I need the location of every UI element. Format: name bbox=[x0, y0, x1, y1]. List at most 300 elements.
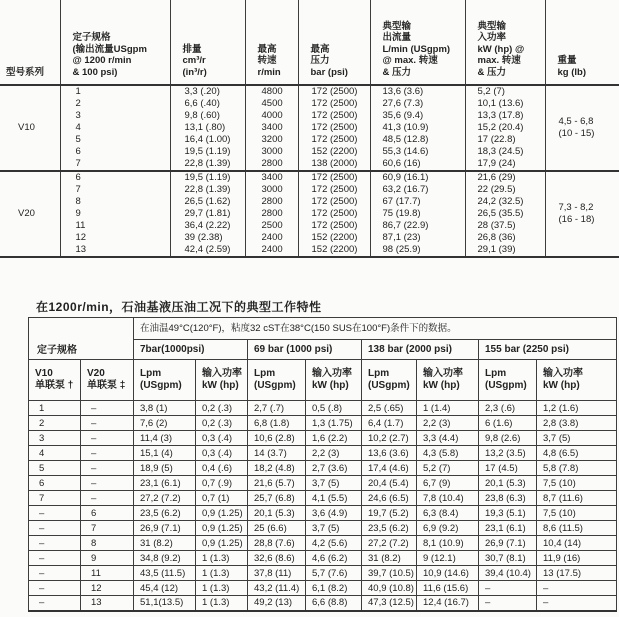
spec-cell: 3000 bbox=[245, 184, 298, 196]
spec-cell: 19,5 (1.19) bbox=[170, 171, 245, 184]
spec-cell: 2400 bbox=[245, 232, 298, 244]
spec-cell: 1 bbox=[60, 85, 170, 98]
performance-cell: 23,5 (6.2) bbox=[362, 521, 417, 536]
performance-cell: 2,5 (.65) bbox=[362, 401, 417, 416]
spec-cell: 7 bbox=[60, 158, 170, 171]
spec-cell: 8 bbox=[60, 196, 170, 208]
v10-size-cell: – bbox=[29, 596, 81, 611]
performance-cell: 8,7 (11.6) bbox=[537, 491, 617, 506]
header-line: V20 bbox=[87, 368, 105, 379]
spec-cell: 22,8 (1.39) bbox=[170, 184, 245, 196]
performance-cell: 1 (1.3) bbox=[196, 581, 248, 596]
performance-cell: 1,3 (1.75) bbox=[306, 416, 362, 431]
performance-cell: 4,8 (6.5) bbox=[537, 446, 617, 461]
performance-cell: 18,9 (5) bbox=[134, 461, 196, 476]
v20-size-cell: – bbox=[81, 401, 134, 416]
table-row bbox=[29, 551, 617, 566]
spec-table-header-row bbox=[0, 0, 619, 85]
table-row bbox=[0, 158, 619, 171]
performance-cell: 10,2 (2.7) bbox=[362, 431, 417, 446]
header-line: kW (hp) @ bbox=[477, 43, 525, 55]
table-row bbox=[0, 184, 619, 196]
header-line: (USgpm) bbox=[368, 380, 410, 391]
spec-cell: 172 (2500) bbox=[298, 110, 370, 122]
performance-cell: 37,8 (11) bbox=[248, 566, 306, 581]
performance-cell: 7,8 (10.4) bbox=[417, 491, 479, 506]
performance-cell: 8,1 (10.9) bbox=[417, 536, 479, 551]
performance-cell: 11,4 (3) bbox=[134, 431, 196, 446]
header-line: bar (psi) bbox=[310, 66, 348, 78]
table-row bbox=[29, 491, 617, 506]
performance-cell: 17 (4.5) bbox=[479, 461, 537, 476]
spec-cell: 87,1 (23) bbox=[370, 232, 465, 244]
spec-cell: 11 bbox=[60, 220, 170, 232]
spec-cell: 60,6 (16) bbox=[370, 158, 465, 171]
pressure-group-header: 7bar(1000psi) bbox=[134, 340, 248, 360]
spec-cell: 2800 bbox=[245, 208, 298, 220]
performance-cell: 18,2 (4.8) bbox=[248, 461, 306, 476]
performance-cell: 51,1(13.5) bbox=[134, 596, 196, 611]
spec-cell: 3 bbox=[60, 110, 170, 122]
v10-size-cell: – bbox=[29, 506, 81, 521]
subheader-row bbox=[29, 360, 617, 401]
table-row bbox=[29, 596, 617, 611]
performance-cell: 39,4 (10.4) bbox=[479, 566, 537, 581]
performance-cell: 6 (1.6) bbox=[479, 416, 537, 431]
performance-cell: 43,2 (11.4) bbox=[248, 581, 306, 596]
spec-cell: 29,1 (39) bbox=[465, 244, 545, 257]
spec-cell: 42,4 (2.59) bbox=[170, 244, 245, 257]
header-line: 输入功率 bbox=[423, 368, 463, 379]
performance-cell: 10,4 (14) bbox=[537, 536, 617, 551]
spec-cell: 4 bbox=[60, 122, 170, 134]
performance-cell: 3,7 (5) bbox=[306, 521, 362, 536]
spec-cell: 60,9 (16.1) bbox=[370, 171, 465, 184]
spec-cell: 4000 bbox=[245, 110, 298, 122]
v10-size-cell: 3 bbox=[29, 431, 81, 446]
performance-cell: 19,3 (5.1) bbox=[479, 506, 537, 521]
performance-cell: 6,3 (8.4) bbox=[417, 506, 479, 521]
v20-size-cell: 13 bbox=[81, 596, 134, 611]
spec-cell: 2800 bbox=[245, 196, 298, 208]
v20-size-cell: 7 bbox=[81, 521, 134, 536]
test-conditions-note: 在油温49°C(120°F)，粘度32 cST在38°C(150 SUS在100°F)条件下的数据。 bbox=[134, 318, 617, 340]
table-row bbox=[0, 196, 619, 208]
spec-cell: 172 (2500) bbox=[298, 220, 370, 232]
header-line: r/min bbox=[257, 66, 281, 78]
performance-cell: 5,7 (7.6) bbox=[306, 566, 362, 581]
performance-cell: 4,2 (5.6) bbox=[306, 536, 362, 551]
performance-cell: 7,5 (10) bbox=[537, 476, 617, 491]
spec-cell: 55,3 (14.6) bbox=[370, 146, 465, 158]
spec-cell: 4800 bbox=[245, 85, 298, 98]
model-series-cell: V20 bbox=[0, 171, 60, 257]
performance-cell: 43,5 (11.5) bbox=[134, 566, 196, 581]
spec-cell: 6,6 (.40) bbox=[170, 98, 245, 110]
performance-cell: 10,6 (2.8) bbox=[248, 431, 306, 446]
spec-cell: 26,5 (35.5) bbox=[465, 208, 545, 220]
spec-cell: 172 (2500) bbox=[298, 98, 370, 110]
v10-size-cell: 6 bbox=[29, 476, 81, 491]
lpm-column-header bbox=[362, 360, 417, 401]
v10-size-cell: – bbox=[29, 551, 81, 566]
spec-cell: 13,3 (17.8) bbox=[465, 110, 545, 122]
header-line: 单联泵 † bbox=[35, 380, 74, 391]
performance-cell: 12,4 (16.7) bbox=[417, 596, 479, 611]
performance-cell: 39,7 (10.5) bbox=[362, 566, 417, 581]
performance-cell: 3,7 (5) bbox=[537, 431, 617, 446]
performance-cell: 2,7 (.7) bbox=[248, 401, 306, 416]
v10-size-cell: – bbox=[29, 581, 81, 596]
performance-cell: 1 (1.4) bbox=[417, 401, 479, 416]
weight-cell bbox=[545, 171, 619, 257]
performance-cell: 14 (3.7) bbox=[248, 446, 306, 461]
spec-cell: 36,4 (2.22) bbox=[170, 220, 245, 232]
header-line: Lpm bbox=[254, 368, 276, 379]
performance-cell: 40,9 (10.8) bbox=[362, 581, 417, 596]
conditions-row bbox=[29, 318, 617, 340]
spec-cell: 28 (37.5) bbox=[465, 220, 545, 232]
spec-cell: 13,6 (3.6) bbox=[370, 85, 465, 98]
pressure-group-header: 69 bar (1000 psi) bbox=[248, 340, 362, 360]
table-row bbox=[29, 506, 617, 521]
performance-cell: 2,7 (3.6) bbox=[306, 461, 362, 476]
v20-size-cell: – bbox=[81, 446, 134, 461]
performance-cell: 10,9 (14.6) bbox=[417, 566, 479, 581]
spec-cell: 16,4 (1.00) bbox=[170, 134, 245, 146]
spec-cell: 86,7 (22.9) bbox=[370, 220, 465, 232]
performance-cell: 1 (1.3) bbox=[196, 566, 248, 581]
header-line: 定子规格 bbox=[72, 32, 111, 43]
v10-size-cell: 2 bbox=[29, 416, 81, 431]
performance-cell: 47,3 (12.5) bbox=[362, 596, 417, 611]
v10-size-cell: – bbox=[29, 521, 81, 536]
performance-cell: 27,2 (7.2) bbox=[362, 536, 417, 551]
performance-cell: 3,7 (5) bbox=[306, 476, 362, 491]
spec-cell: 19,5 (1.19) bbox=[170, 146, 245, 158]
performance-cell: 11,6 (15.6) bbox=[417, 581, 479, 596]
v10-column-header bbox=[29, 360, 81, 401]
header-line: 最高 bbox=[310, 43, 330, 55]
input-power-column-header bbox=[196, 360, 248, 401]
input-power-column-header bbox=[537, 360, 617, 401]
performance-cell: 0,7 (.9) bbox=[196, 476, 248, 491]
spec-cell: 98 (25.9) bbox=[370, 244, 465, 257]
performance-cell: 20,1 (5.3) bbox=[479, 476, 537, 491]
header-line: @ 1200 r/min bbox=[72, 55, 132, 66]
table-row bbox=[29, 431, 617, 446]
header-line: 输入功率 bbox=[202, 368, 242, 379]
header-line: kW (hp) bbox=[543, 380, 580, 391]
performance-cell: 5,2 (7) bbox=[417, 461, 479, 476]
header-line: V10 bbox=[35, 368, 53, 379]
performance-cell: – bbox=[479, 596, 537, 611]
header-line: 出流量 bbox=[382, 32, 412, 43]
performance-cell: 27,2 (7.2) bbox=[134, 491, 196, 506]
performance-cell: 34,8 (9.2) bbox=[134, 551, 196, 566]
table-row bbox=[0, 98, 619, 110]
pressure-group-header: 138 bar (2000 psi) bbox=[362, 340, 479, 360]
spec-cell: 172 (2500) bbox=[298, 171, 370, 184]
performance-cell: 0,9 (1.25) bbox=[196, 506, 248, 521]
spec-cell: 172 (2500) bbox=[298, 85, 370, 98]
header-displacement bbox=[170, 0, 245, 85]
header-line: 转速 bbox=[257, 55, 277, 66]
header-line: Lpm bbox=[485, 368, 507, 379]
header-power bbox=[465, 0, 545, 85]
performance-cell: 9,8 (2.6) bbox=[479, 431, 537, 446]
performance-cell: 23,5 (6.2) bbox=[134, 506, 196, 521]
performance-cell: 0,3 (.4) bbox=[196, 446, 248, 461]
table-row bbox=[29, 536, 617, 551]
performance-table-title: 在1200r/min，石油基液压油工况下的典型工作特性 bbox=[36, 300, 322, 314]
spec-cell: 10,1 (13.6) bbox=[465, 98, 545, 110]
v20-size-cell: – bbox=[81, 431, 134, 446]
spec-cell: 138 (2000) bbox=[298, 158, 370, 171]
spec-cell: 2500 bbox=[245, 220, 298, 232]
spec-cell: 3400 bbox=[245, 122, 298, 134]
performance-cell: 6,1 (8.2) bbox=[306, 581, 362, 596]
spec-cell: 41,3 (10.9) bbox=[370, 122, 465, 134]
weight-cell bbox=[545, 85, 619, 171]
spec-cell: 26,8 (36) bbox=[465, 232, 545, 244]
spec-cell: 13,1 (.80) bbox=[170, 122, 245, 134]
spec-cell: 3400 bbox=[245, 171, 298, 184]
spec-cell: 67 (17.7) bbox=[370, 196, 465, 208]
input-power-column-header bbox=[306, 360, 362, 401]
spec-cell: 17 (22.8) bbox=[465, 134, 545, 146]
performance-cell: 49,2 (13) bbox=[248, 596, 306, 611]
table-row bbox=[0, 208, 619, 220]
table-row bbox=[0, 232, 619, 244]
spec-cell: 39 (2.38) bbox=[170, 232, 245, 244]
performance-cell: 7,6 (2) bbox=[134, 416, 196, 431]
header-line: (USgpm) bbox=[254, 380, 296, 391]
performance-cell: 2,2 (3) bbox=[417, 416, 479, 431]
table-row bbox=[29, 476, 617, 491]
v10-size-cell: 7 bbox=[29, 491, 81, 506]
header-line: kW (hp) bbox=[423, 380, 460, 391]
table-row bbox=[29, 461, 617, 476]
spec-cell: 63,2 (16.7) bbox=[370, 184, 465, 196]
header-line: 单联泵 ‡ bbox=[87, 380, 126, 391]
performance-cell: 23,8 (6.3) bbox=[479, 491, 537, 506]
header-flow bbox=[370, 0, 465, 85]
table-row bbox=[0, 85, 619, 98]
v10-size-cell: – bbox=[29, 566, 81, 581]
v10-size-cell: 5 bbox=[29, 461, 81, 476]
performance-cell: 31 (8.2) bbox=[134, 536, 196, 551]
table-row bbox=[0, 122, 619, 134]
weight-line: (10 - 15) bbox=[558, 128, 595, 139]
header-line: cm³/r bbox=[182, 55, 206, 66]
performance-cell: 0,9 (1.25) bbox=[196, 536, 248, 551]
spec-cell: 3000 bbox=[245, 146, 298, 158]
spec-cell: 7 bbox=[60, 184, 170, 196]
spec-cell: 75 (19.8) bbox=[370, 208, 465, 220]
spec-cell: 5 bbox=[60, 134, 170, 146]
performance-cell: 25,7 (6.8) bbox=[248, 491, 306, 506]
performance-cell: 2,8 (3.8) bbox=[537, 416, 617, 431]
spec-cell: 3,3 (.20) bbox=[170, 85, 245, 98]
performance-cell: 2,3 (.6) bbox=[479, 401, 537, 416]
header-line: Lpm bbox=[368, 368, 390, 379]
performance-cell: 3,6 (4.9) bbox=[306, 506, 362, 521]
spec-cell: 9 bbox=[60, 208, 170, 220]
spec-cell: 26,5 (1.62) bbox=[170, 196, 245, 208]
spec-cell: 6 bbox=[60, 171, 170, 184]
pressure-group-header: 155 bar (2250 psi) bbox=[479, 340, 617, 360]
v20-size-cell: 9 bbox=[81, 551, 134, 566]
performance-cell: 1,2 (1.6) bbox=[537, 401, 617, 416]
spec-cell: 22 (29.5) bbox=[465, 184, 545, 196]
performance-cell: 25 (6.6) bbox=[248, 521, 306, 536]
header-line: 型号系列 bbox=[6, 66, 45, 78]
performance-cell: – bbox=[537, 581, 617, 596]
header-line: 压力 bbox=[310, 55, 330, 66]
header-line: 最高 bbox=[257, 43, 277, 55]
performance-cell: 1 (1.3) bbox=[196, 596, 248, 611]
header-pressure bbox=[298, 0, 370, 85]
header-line: kW (hp) bbox=[312, 380, 349, 391]
table-row bbox=[29, 401, 617, 416]
weight-line: (16 - 18) bbox=[558, 214, 595, 225]
v10-size-cell: – bbox=[29, 536, 81, 551]
spec-cell: 35,6 (9.4) bbox=[370, 110, 465, 122]
pump-spec-table bbox=[0, 0, 619, 258]
performance-cell: 5,8 (7.8) bbox=[537, 461, 617, 476]
spec-cell: 172 (2500) bbox=[298, 208, 370, 220]
header-line: 排量 bbox=[182, 43, 202, 55]
v20-size-cell: 11 bbox=[81, 566, 134, 581]
spec-cell: 48,5 (12.8) bbox=[370, 134, 465, 146]
performance-cell: 6,9 (9.2) bbox=[417, 521, 479, 536]
header-line: @ max. 转速 bbox=[382, 55, 438, 66]
spec-cell: 17,9 (24) bbox=[465, 158, 545, 171]
performance-cell: 8,6 (11.5) bbox=[537, 521, 617, 536]
performance-cell: – bbox=[479, 581, 537, 596]
v20-size-cell: 6 bbox=[81, 506, 134, 521]
performance-cell: 6,6 (8.8) bbox=[306, 596, 362, 611]
v10-size-cell: 4 bbox=[29, 446, 81, 461]
header-line: & 100 psi) bbox=[72, 66, 118, 78]
performance-cell: 7,5 (10) bbox=[537, 506, 617, 521]
spec-cell: 21,6 (29) bbox=[465, 171, 545, 184]
performance-cell: – bbox=[537, 596, 617, 611]
performance-cell: 0,9 (1.25) bbox=[196, 521, 248, 536]
performance-cell: 23,1 (6.1) bbox=[134, 476, 196, 491]
performance-cell: 28,8 (7.6) bbox=[248, 536, 306, 551]
header-line: (USgpm) bbox=[140, 380, 182, 391]
v20-size-cell: – bbox=[81, 491, 134, 506]
spec-cell: 15,2 (20.4) bbox=[465, 122, 545, 134]
table-row bbox=[0, 244, 619, 257]
spec-cell: 2400 bbox=[245, 244, 298, 257]
performance-cell: 26,9 (7.1) bbox=[479, 536, 537, 551]
performance-cell: 3,8 (1) bbox=[134, 401, 196, 416]
spec-cell: 27,6 (7.3) bbox=[370, 98, 465, 110]
spec-cell: 9,8 (.60) bbox=[170, 110, 245, 122]
performance-cell: 0,5 (.8) bbox=[306, 401, 362, 416]
performance-cell: 13 (17.5) bbox=[537, 566, 617, 581]
spec-cell: 29,7 (1.81) bbox=[170, 208, 245, 220]
spec-cell: 4500 bbox=[245, 98, 298, 110]
header-line: & 压力 bbox=[477, 66, 507, 78]
performance-cell: 4,3 (5.8) bbox=[417, 446, 479, 461]
spec-cell: 6 bbox=[60, 146, 170, 158]
spec-cell: 172 (2500) bbox=[298, 122, 370, 134]
spec-cell: 172 (2500) bbox=[298, 196, 370, 208]
header-line: (USgpm) bbox=[485, 380, 527, 391]
performance-table bbox=[28, 317, 617, 612]
weight-line: 4,5 - 6,8 bbox=[558, 116, 594, 127]
header-line: (输出流量USgpm bbox=[72, 43, 147, 55]
performance-cell: 6,4 (1.7) bbox=[362, 416, 417, 431]
performance-cell: 9 (12.1) bbox=[417, 551, 479, 566]
header-model bbox=[0, 0, 60, 85]
table-row bbox=[29, 446, 617, 461]
performance-cell: 1,6 (2.2) bbox=[306, 431, 362, 446]
performance-cell: 11,9 (16) bbox=[537, 551, 617, 566]
spec-cell: 152 (2200) bbox=[298, 146, 370, 158]
spec-cell: 172 (2500) bbox=[298, 184, 370, 196]
performance-cell: 32,6 (8.6) bbox=[248, 551, 306, 566]
header-line: 入功率 bbox=[477, 32, 507, 43]
header-line: Lpm bbox=[140, 368, 162, 379]
header-line: kW (hp) bbox=[202, 380, 239, 391]
table-row bbox=[0, 146, 619, 158]
performance-cell: 17,4 (4.6) bbox=[362, 461, 417, 476]
performance-cell: 6,8 (1.8) bbox=[248, 416, 306, 431]
performance-cell: 4,1 (5.5) bbox=[306, 491, 362, 506]
model-series-cell: V10 bbox=[0, 85, 60, 171]
table-row bbox=[0, 171, 619, 184]
header-weight bbox=[545, 0, 619, 85]
performance-cell: 0,7 (1) bbox=[196, 491, 248, 506]
table-row bbox=[29, 566, 617, 581]
v20-column-header bbox=[81, 360, 134, 401]
spec-cell: 172 (2500) bbox=[298, 134, 370, 146]
performance-cell: 30,7 (8.1) bbox=[479, 551, 537, 566]
spec-cell: 12 bbox=[60, 232, 170, 244]
table-row bbox=[29, 581, 617, 596]
table-row bbox=[29, 416, 617, 431]
header-speed bbox=[245, 0, 298, 85]
v20-size-cell: – bbox=[81, 416, 134, 431]
spec-cell: 3200 bbox=[245, 134, 298, 146]
performance-cell: 13,2 (3.5) bbox=[479, 446, 537, 461]
spec-cell: 18,3 (24.5) bbox=[465, 146, 545, 158]
spec-cell: 13 bbox=[60, 244, 170, 257]
lpm-column-header bbox=[248, 360, 306, 401]
lpm-column-header bbox=[134, 360, 196, 401]
performance-cell: 3,3 (4.4) bbox=[417, 431, 479, 446]
table-row bbox=[0, 134, 619, 146]
performance-cell: 2,2 (3) bbox=[306, 446, 362, 461]
performance-cell: 0,3 (.4) bbox=[196, 431, 248, 446]
performance-cell: 6,7 (9) bbox=[417, 476, 479, 491]
performance-cell: 45,4 (12) bbox=[134, 581, 196, 596]
performance-cell: 0,4 (.6) bbox=[196, 461, 248, 476]
performance-cell: 1 (1.3) bbox=[196, 551, 248, 566]
performance-cell: 15,1 (4) bbox=[134, 446, 196, 461]
header-line: 输入功率 bbox=[312, 368, 352, 379]
header-line: kg (lb) bbox=[557, 66, 586, 78]
performance-cell: 21,6 (5.7) bbox=[248, 476, 306, 491]
v20-size-cell: 8 bbox=[81, 536, 134, 551]
spec-cell: 24,2 (32.5) bbox=[465, 196, 545, 208]
performance-cell: 20,1 (5.3) bbox=[248, 506, 306, 521]
